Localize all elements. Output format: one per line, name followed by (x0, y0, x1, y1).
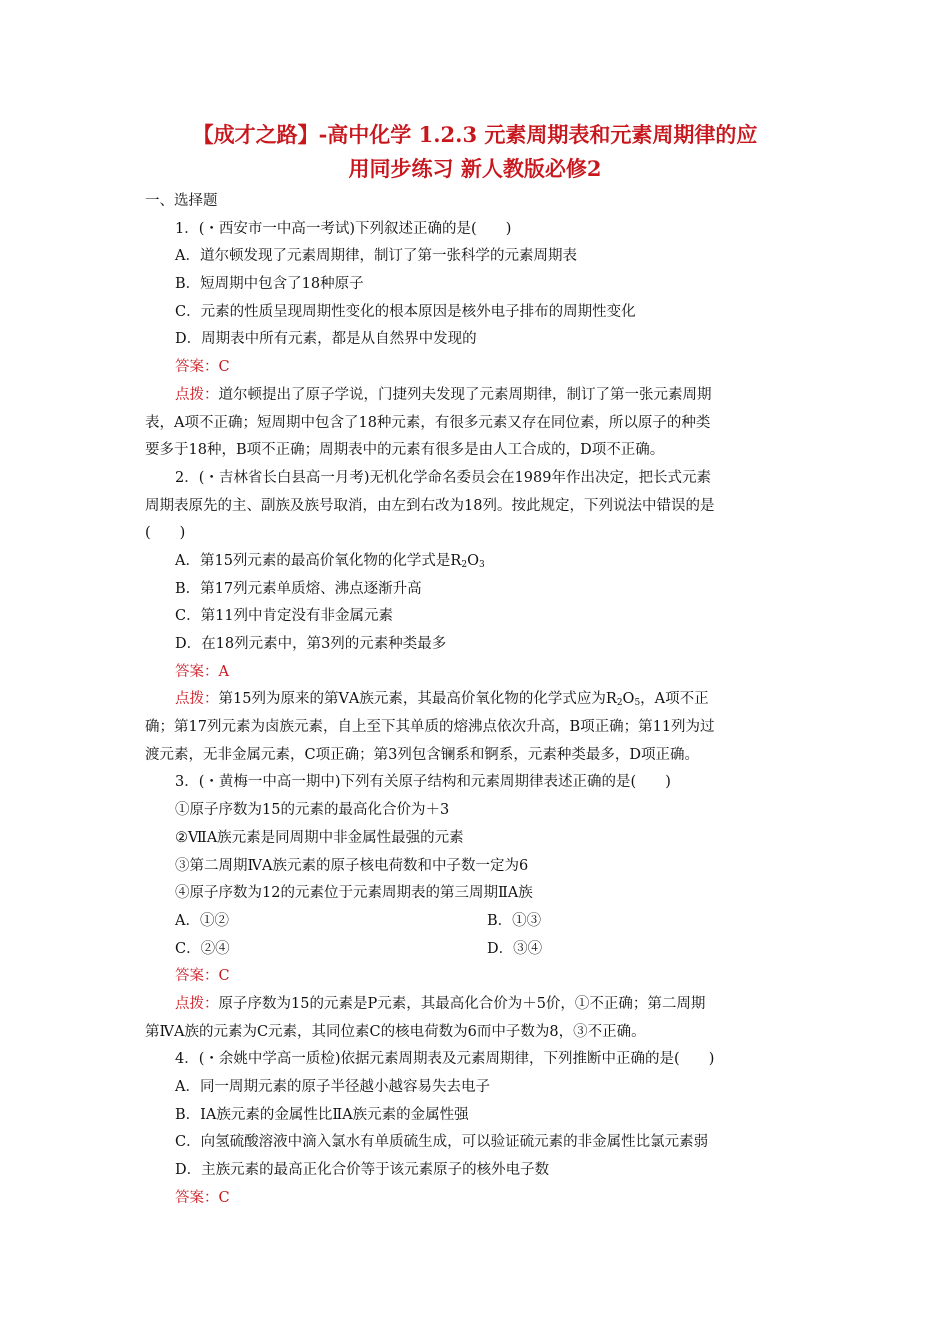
document-body (145, 188, 810, 1212)
q3-statement-3: ③第二周期ⅣA族元素的原子核电荷数和中子数一定为6 (175, 857, 529, 874)
q3-statement-1: ①原子序数为15的元素的最高化合价为＋3 (175, 802, 450, 819)
q1-option-b: B．短周期中包含了18种原子 (175, 276, 364, 293)
title-line-1: 【成才之路】-高中化学 1.2.3 元素周期表和元素周期律的应 (192, 122, 758, 147)
q1-hint-line-3: 要多于18种，B项不正确；周期表中的元素有很多是由人工合成的，D项不正确。 (145, 442, 665, 459)
q2-hint-label: 点拨： (175, 691, 219, 708)
q1-answer: 答案：C (175, 359, 230, 376)
q3-option-d: D．③④ (487, 940, 543, 957)
q2-hint-line-1: 点拨：第15列为原来的第ⅤA族元素，其最高价氧化物的化学式应为$R_2O_5$，A项不正 (175, 691, 709, 709)
q3-hint-label: 点拨： (175, 995, 219, 1012)
q3-option-a: A．①② (175, 912, 229, 929)
q3-statement-4: ④原子序数为12的元素位于元素周期表的第三周期ⅡA族 (175, 885, 533, 902)
q2-option-d: D．在18列元素中，第3列的元素种类最多 (175, 636, 447, 652)
q3-options-row-1 (145, 908, 810, 936)
q2-hint-line-3: 渡元素，无非金属元素，C项正确；第3列包含镧系和锕系，元素种类最多，D项正确。 (145, 746, 699, 763)
q4-option-a: A．同一周期元素的原子半径越小越容易失去电子 (175, 1079, 490, 1095)
q2-stem-line-1: 2．(・吉林省长白县高一月考)无机化学命名委员会在1989年作出决定，把长式元素 (175, 469, 711, 486)
q1-hint-line-1: 点拨：道尔顿提出了原子学说，门捷列夫发现了元素周期律，制订了第一张元素周期 (175, 386, 712, 403)
document-title (140, 118, 810, 186)
q4-answer: 答案：C (175, 1189, 230, 1206)
q1-option-a: A．道尔顿发现了元素周期律，制订了第一张科学的元素周期表 (175, 248, 577, 265)
q1-hint-label: 点拨： (175, 386, 219, 403)
section-heading: 一、选择题 (145, 193, 218, 209)
q1-option-d: D．周期表中所有元素，都是从自然界中发现的 (175, 331, 477, 348)
q2-option-b: B．第17列元素单质熔、沸点逐渐升高 (175, 580, 422, 597)
q3-hint-line-1: 点拨：原子序数为15的元素是P元素，其最高化合价为＋5价，①不正确；第二周期 (175, 995, 706, 1012)
q2-stem-line-3: ( ) (145, 525, 186, 542)
q3-statement-2: ②ⅦA族元素是同周期中非金属性最强的元素 (175, 829, 464, 846)
q2-hint-line-2: 确；第17列元素为卤族元素，自上至下其单质的熔沸点依次升高，B项正确；第11列为过 (145, 719, 715, 736)
q2-option-a: A．第15列元素的最高价氧化物的化学式是$R_2O_3$ (175, 552, 485, 570)
q4-option-d: D．主族元素的最高正化合价等于该元素原子的核外电子数 (175, 1162, 550, 1179)
q1-option-c: C．元素的性质呈现周期性变化的根本原因是核外电子排布的周期性变化 (175, 303, 636, 320)
q4-option-c: C．向氢硫酸溶液中滴入氯水有单质硫生成，可以验证硫元素的非金属性比氯元素弱 (175, 1134, 709, 1151)
q4-stem: 4．(・余姚中学高一质检)依据元素周期表及元素周期律，下列推断中正确的是( ) (175, 1051, 715, 1068)
q3-hint-line-2: 第ⅣA族的元素为C元素，其同位素C的核电荷数为6而中子数为8，③不正确。 (145, 1023, 646, 1040)
q3-options-row-2 (145, 936, 810, 964)
title-line-2: 用同步练习 新人教版必修2 (348, 156, 602, 181)
q3-option-c: C．②④ (175, 940, 230, 957)
q3-answer: 答案：C (175, 968, 230, 985)
q3-stem: 3．(・黄梅一中高一期中)下列有关原子结构和元素周期律表述正确的是( ) (175, 774, 671, 791)
q4-option-b: B．ⅠA族元素的金属性比ⅡA族元素的金属性强 (175, 1106, 469, 1123)
q1-hint-line-2: 表，A项不正确；短周期中包含了18种元素，有很多元素又存在同位素，所以原子的种类 (145, 414, 711, 431)
q3-option-b: B．①③ (487, 912, 542, 929)
q2-answer: 答案：A (175, 663, 229, 680)
q2-stem-line-2: 周期表原先的主、副族及族号取消，由左到右改为18列。按此规定，下列说法中错误的是 (145, 497, 715, 514)
q1-stem: 1．(・西安市一中高一考试)下列叙述正确的是( ) (175, 220, 512, 237)
q2-option-c: C．第11列中肯定没有非金属元素 (175, 608, 394, 625)
